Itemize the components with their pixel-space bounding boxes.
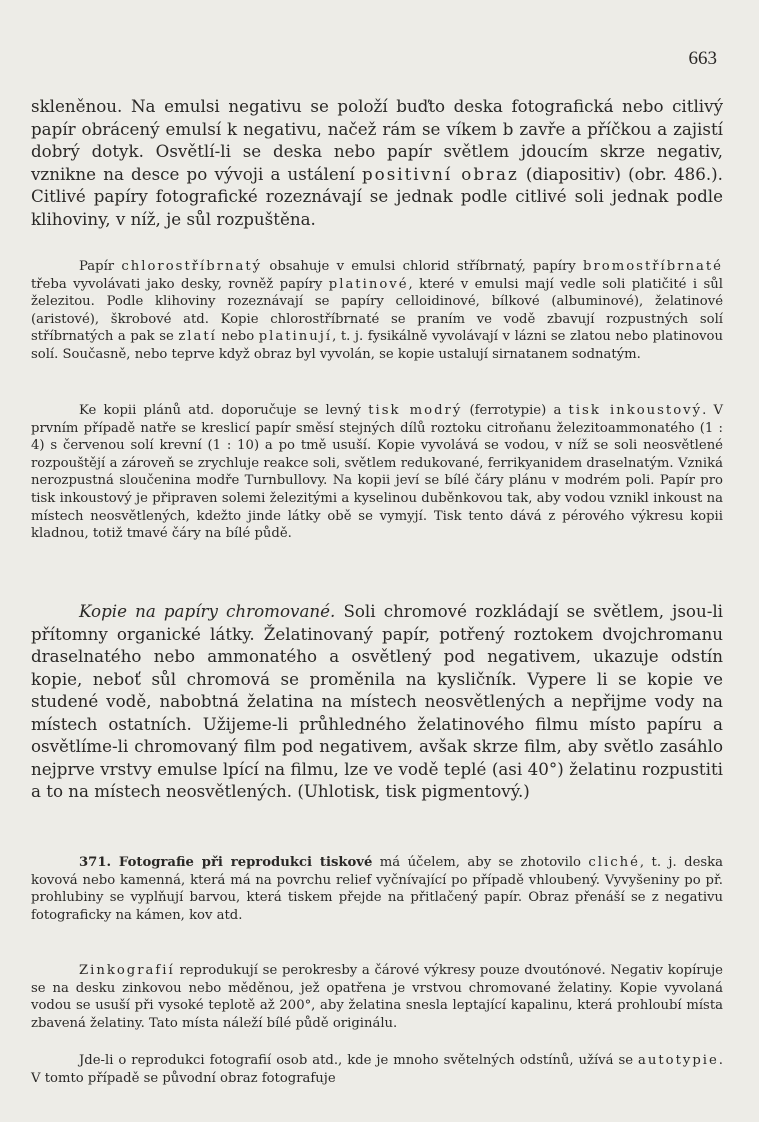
text: , t. j. deska kovová nebo kamenná, která má na povrchu relief vyčnívající po případě vhloubený. Vyvyšeniny po př. prohlubiny se vyplňují barvou, která tiskem přejde na přitlačený papír. Obraz přenáší se z negativu fotograficky na kámen, kov atd.	[31, 855, 723, 923]
text: skleněnou. Na emulsi negativu se položí buďto deska fotografická nebo citlivý papír obrácený emulsí k negativu, načež rám se víkem b zavře a příčkou a zajistí dobrý dotyk. Osvětlí-li se deska nebo papír světlem jdoucím skrze negativ, vznikne na desce po vývoji a ustálení	[31, 96, 723, 184]
emphasis-spaced: cliché	[588, 855, 640, 870]
section-heading-bold: 371. Fotografie při reprodukci tiskové	[79, 855, 373, 870]
emphasis-spaced: tisk inkoustový	[568, 403, 703, 418]
emphasis-spaced: tisk modrý	[368, 403, 463, 418]
paragraph-autotype	[31, 1052, 723, 1087]
text: má účelem, aby se zhotovilo	[372, 855, 589, 870]
text: , t. j. fysikálně vyvolávají v lázni se zlatou nebo platinovou solí. Současně, nebo teprve když obraz byl vyvolán, se kopie ustalují sirnatanem sodnatým.	[31, 329, 723, 362]
paragraph-section-371	[31, 854, 723, 924]
text: Jde-li o reprodukci fotografií osob atd., kde je mnoho světelných odstínů, užívá se	[79, 1053, 638, 1068]
emphasis-spaced: autotypie	[637, 1053, 719, 1068]
emphasis-spaced: zlatí	[178, 329, 217, 345]
text: nebo	[216, 329, 259, 345]
text: třeba vyvolávati jako desky, rovněž papíry	[31, 276, 329, 292]
text: Papír	[79, 259, 122, 274]
emphasis-spaced: platinují	[258, 329, 333, 345]
text: . V prvním případě natře se kreslicí papír směsí stejných dílů roztoku citroňanu železitoammonatého (1 : 4) s červenou solí krevní (1 : 10) a po tmě usuší. Kopie vyvolává se vodou, v níž se soli neosvětlené rozpouštějí a zároveň se zrychluje reakce soli, světlem redukované, ferrikyanidem draselnatým. Vzniká nerozpustná sloučenina modře Turnbullovy. Na kopii jeví se bílé čáry plánu v modrém poli. Papír pro tisk inkoustový je připraven solemi železitými a kyselinou duběnkovou tak, aby vodou vznikl inkoust na místech neosvětlených, kdežto jinde látky obě se vymyjí. Tisk tento dává z pérového výkresu kopii kladnou, totiž tmavé čáry na bílé půdě.	[31, 403, 723, 542]
emphasis-spaced: platinové	[328, 276, 409, 292]
text: Soli chromové rozkládají se světlem, jsou-li přítomny organické látky. Želatinovaný papír, potřený roztokem dvojchromanu draselnatého nebo ammonatého a osvětlený pod negativem, ukazuje odstín kopie, neboť sůl chromová se proměnila na kysličník. Vypere li se kopie ve studené vodě, nabobtná želatina na místech neosvětlených a nepřijme vody na místech ostatních. Užijeme-li průhledného želatinového filmu místo papíru a osvětlíme-li chromovaný film pod negativem, avšak skrze film, aby světlo zasáhlo nejprve vrstvy emulse lpící na filmu, lze ve vodě teplé (asi 40°) želatinu rozpustiti a to na místech neosvětlených. (Uhlotisk, tisk pigmentový.)	[31, 601, 724, 801]
page-number: 663	[688, 48, 717, 69]
paragraph-photo-papers	[31, 258, 723, 364]
text: . V tomto případě se původní obraz fotografuje	[31, 1053, 723, 1086]
text: obsahuje v emulsi chlorid stříbrnatý, papíry	[262, 259, 584, 274]
section-heading-italic: Kopie na papíry chromované.	[79, 601, 336, 621]
paragraph-chromate-papers	[31, 600, 723, 803]
paragraph-zincography	[31, 962, 723, 1032]
text: (ferrotypie) a	[462, 403, 569, 418]
text: Ke kopii plánů atd. doporučuje se levný	[79, 403, 369, 418]
emphasis-spaced: Zinkografií	[79, 963, 175, 978]
emphasis-spaced: bromostříbrnaté	[583, 259, 723, 274]
text: (diapositiv) (obr. 486.). Citlivé papíry fotografické rozeznávají se jednak podle citlivé soli jednak podle klihoviny, v níž, je sůl rozpuštěna.	[31, 163, 723, 229]
text: , které v emulsi mají vedle soli platičité i sůl železitou. Podle klihoviny rozeznávají se papíry celloidinové, bílkové (albuminové), želatinové (aristové), škrobové atd. Kopie chlorostříbrnaté se praním ve vodě zbavují rozpustných solí stříbrnatých a pak se	[31, 276, 723, 345]
paragraph-plan-copies	[31, 402, 723, 543]
paragraph-negative-copying	[31, 95, 723, 230]
emphasis-spaced: positivní obraz	[361, 163, 519, 184]
emphasis-spaced: chlorostříbrnatý	[121, 259, 263, 274]
text: reprodukují se perokresby a čárové výkresy pouze dvoutónové. Negativ kopíruje se na desku zinkovou nebo měděnou, jež opatřena je vrstvou chromované želatiny. Kopie vyvolaná vodou se usuší při vysoké teplotě až 200°, aby želatina snesla leptající kapalinu, která prohloubí místa zbavená želatiny. Tato místa náleží bílé půdě originálu.	[31, 963, 723, 1031]
